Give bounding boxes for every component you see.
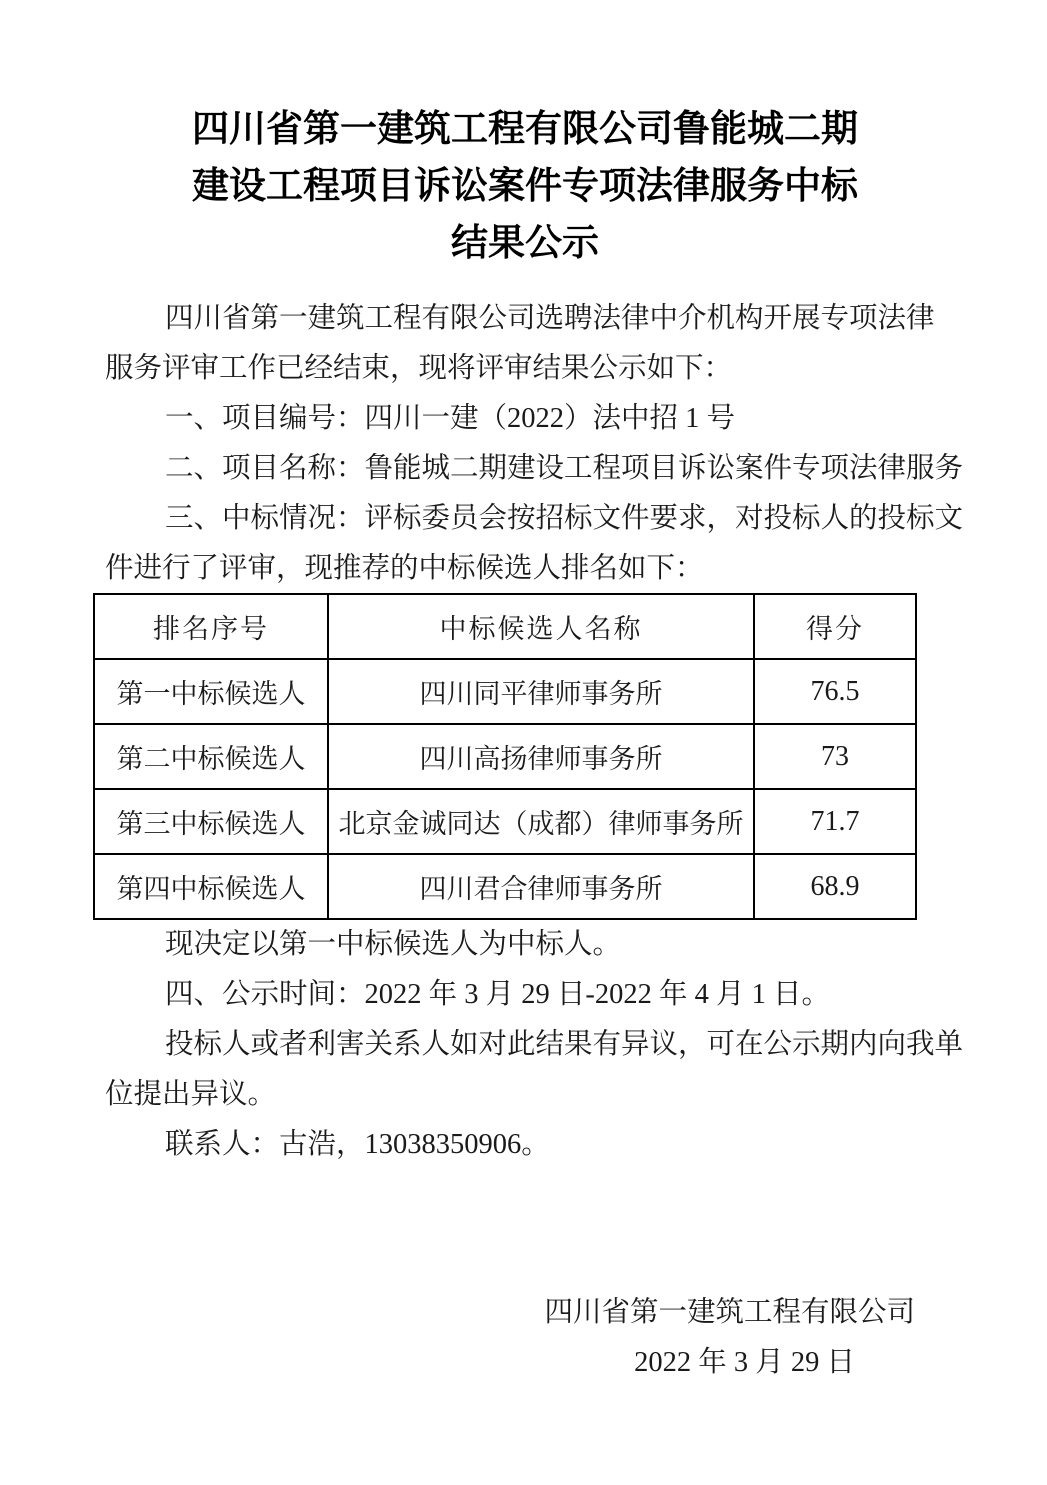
document-body-lower xyxy=(105,920,964,1170)
intro-paragraph-line-2: 服务评审工作已经结束，现将评审结果公示如下： xyxy=(105,353,733,384)
item-project-number: 一、项目编号：四川一建（2022）法中招 1 号 xyxy=(165,403,736,434)
table-header-row xyxy=(94,594,916,659)
cell-score: 73 xyxy=(754,724,916,789)
item-bid-result-line-1: 三、中标情况：评标委员会按招标文件要求，对投标人的投标文 xyxy=(165,503,964,534)
cell-name: 四川同平律师事务所 xyxy=(328,659,754,724)
document-title-line-2: 建设工程项目诉讼案件专项法律服务中标 xyxy=(192,165,858,206)
cell-rank: 第一中标候选人 xyxy=(94,659,328,724)
signature-block xyxy=(105,1288,947,1388)
contact-info: 联系人：古浩，13038350906。 xyxy=(165,1129,550,1160)
table-header-rank: 排名序号 xyxy=(94,594,328,659)
objection-notice-line-2: 位提出异议。 xyxy=(105,1079,277,1110)
table-row xyxy=(94,659,916,724)
bid-candidates-table xyxy=(93,593,917,920)
cell-score: 71.7 xyxy=(754,789,916,854)
signature-issuer: 四川省第一建筑工程有限公司 xyxy=(544,1297,915,1328)
table-header-name: 中标候选人名称 xyxy=(328,594,754,659)
cell-rank: 第四中标候选人 xyxy=(94,854,328,919)
intro-paragraph-line-1: 四川省第一建筑工程有限公司选聘法律中介机构开展专项法律 xyxy=(165,303,935,334)
table-row xyxy=(94,854,916,919)
document-body-upper xyxy=(105,294,964,594)
item-project-name: 二、项目名称：鲁能城二期建设工程项目诉讼案件专项法律服务 xyxy=(165,453,964,484)
table-row xyxy=(94,724,916,789)
cell-rank: 第二中标候选人 xyxy=(94,724,328,789)
objection-notice-line-1: 投标人或者利害关系人如对此结果有异议，可在公示期内向我单 xyxy=(165,1029,964,1060)
document-title-line-3: 结果公示 xyxy=(451,222,599,263)
signature-date: 2022 年 3 月 29 日 xyxy=(634,1347,855,1378)
item-bid-result-line-2: 件进行了评审，现推荐的中标候选人排名如下： xyxy=(105,553,704,584)
cell-score: 68.9 xyxy=(754,854,916,919)
table-row xyxy=(94,789,916,854)
table-header-score: 得分 xyxy=(754,594,916,659)
cell-name: 四川君合律师事务所 xyxy=(328,854,754,919)
cell-name: 四川高扬律师事务所 xyxy=(328,724,754,789)
item-publicity-period: 四、公示时间：2022 年 3 月 29 日-2022 年 4 月 1 日。 xyxy=(165,979,830,1010)
document-title-line-1: 四川省第一建筑工程有限公司鲁能城二期 xyxy=(192,108,858,149)
cell-score: 76.5 xyxy=(754,659,916,724)
cell-name: 北京金诚同达（成都）律师事务所 xyxy=(328,789,754,854)
document-title xyxy=(105,100,945,271)
cell-rank: 第三中标候选人 xyxy=(94,789,328,854)
decision-statement: 现决定以第一中标候选人为中标人。 xyxy=(165,929,622,960)
